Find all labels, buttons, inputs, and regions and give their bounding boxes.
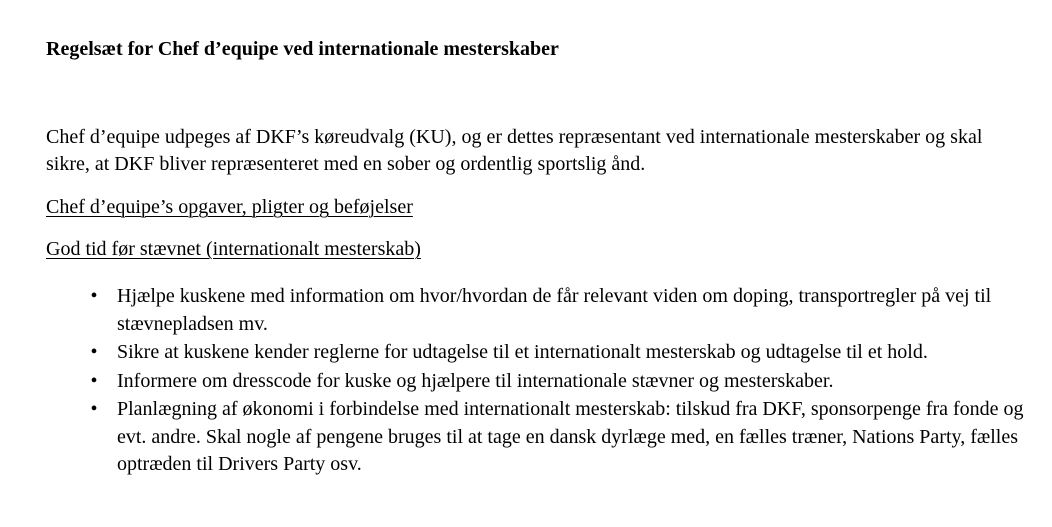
list-item [46, 283, 1036, 338]
intro-paragraph: Chef d’equipe udpeges af DKF’s køreudvalg (KU), og er dettes repræsentant ved internationale mesterskaber og skal sikre, at DKF bliver repræsenteret med en sober og ordentlig sportslig ånd. [46, 126, 983, 175]
bullet-icon: • [90, 341, 98, 363]
list-item-text: Sikre at kuskene kender reglerne for udtagelse til et internationalt mesterskab og udtagelse til et hold. [117, 341, 928, 363]
list-item-text: Hjælpe kuskene med information om hvor/hvordan de får relevant viden om doping, transportregler på vej til stævnepladsen mv. [117, 285, 992, 335]
section-heading-before-event: God tid før stævnet (internationalt mesterskab) [46, 238, 421, 260]
list-item [46, 396, 1036, 479]
list-item-text: Informere om dresscode for kuske og hjælpere til internationale stævner og mesterskaber. [117, 369, 834, 392]
bullet-icon: • [90, 369, 98, 392]
list-item-text: Planlægning af økonomi i forbindelse med internationalt mesterskab: tilskud fra DKF, sponsorpenge fra fonde og evt. andre. Skal nogle af pengene bruges til at tage en dansk dyrlæge med, en fælles træner, Nations Party, fælles optræden til Drivers Party osv. [117, 398, 1024, 475]
bullet-icon: • [90, 398, 98, 420]
bullet-icon: • [90, 285, 98, 307]
section-heading-duties: Chef d’equipe’s opgaver, pligter og beføjelser [46, 196, 413, 218]
list-item [46, 339, 1036, 367]
document-title: Regelsæt for Chef d’equipe ved internationale mesterskaber [46, 38, 559, 60]
list-item [46, 368, 1036, 396]
bullet-list [46, 283, 1036, 480]
